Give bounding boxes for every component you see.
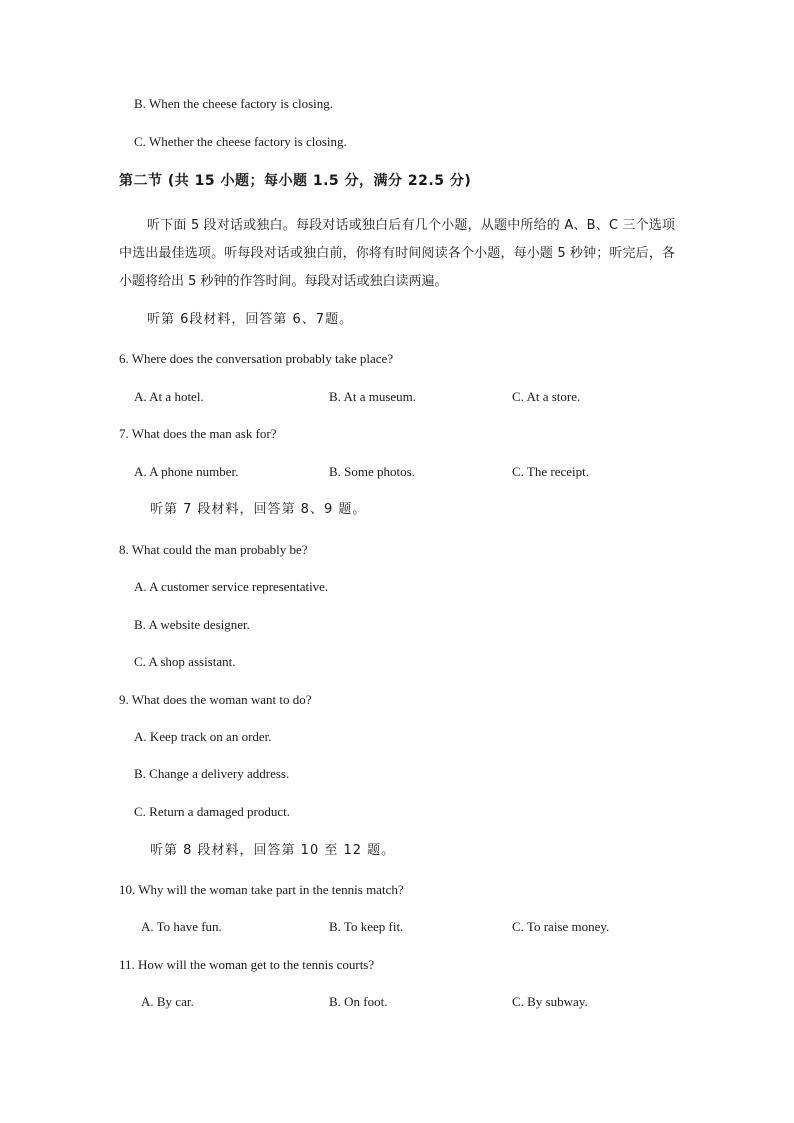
question-8-option-b: B. A website designer.: [134, 617, 250, 632]
question-6-option-c: C. At a store.: [512, 389, 581, 404]
question-6-option-a: A. At a hotel.: [134, 389, 204, 404]
question-10-stem: 10. Why will the woman take part in the tennis match?: [119, 882, 404, 897]
material-7-header: 听第 7 段材料，回答第 8、9 题。: [150, 502, 367, 517]
question-9-stem: 9. What does the woman want to do?: [119, 692, 312, 707]
section-title: 第二节 (共 15 小题；每小题 1.5 分，满分 22.5 分): [119, 173, 472, 189]
question-9-option-a: A. Keep track on an order.: [134, 729, 272, 744]
prev-option-c: C. Whether the cheese factory is closing.: [134, 134, 347, 149]
question-10-option-b: B. To keep fit.: [329, 919, 404, 934]
material-8-header: 听第 8 段材料，回答第 10 至 12 题。: [150, 843, 396, 858]
question-9-option-b: B. Change a delivery address.: [134, 766, 290, 781]
question-7-option-c: C. The receipt.: [512, 464, 590, 479]
question-7-stem: 7. What does the man ask for?: [119, 426, 277, 441]
section-instructions: 听下面 5 段对话或独白。每段对话或独白后有几个小题，从题中所给的 A、B、C 三个选项中选出最佳选项。听每段对话或独白前，你将有时间阅读各个小题，每小题 5 秒钟；听完后，各小题将给出 5 秒钟的作答时间。每段对话或独白读两遍。: [119, 218, 675, 289]
question-11-stem: 11. How will the woman get to the tennis courts?: [119, 957, 375, 972]
question-11-option-b: B. On foot.: [329, 994, 388, 1009]
question-7-option-a: A. A phone number.: [134, 464, 239, 479]
question-6-stem: 6. Where does the conversation probably take place?: [119, 351, 394, 366]
question-6-option-b: B. At a museum.: [329, 389, 417, 404]
question-11-option-c: C. By subway.: [512, 994, 588, 1009]
material-6-header: 听第 6段材料，回答第 6、7题。: [147, 312, 354, 327]
question-7-option-b: B. Some photos.: [329, 464, 415, 479]
question-9-option-c: C. Return a damaged product.: [134, 804, 290, 819]
question-10-option-a: A. To have fun.: [141, 919, 222, 934]
question-11-option-a: A. By car.: [141, 994, 194, 1009]
question-8-stem: 8. What could the man probably be?: [119, 542, 308, 557]
question-8-option-c: C. A shop assistant.: [134, 654, 236, 669]
question-10-option-c: C. To raise money.: [512, 919, 610, 934]
question-8-option-a: A. A customer service representative.: [134, 579, 329, 594]
prev-option-b: B. When the cheese factory is closing.: [134, 96, 334, 111]
